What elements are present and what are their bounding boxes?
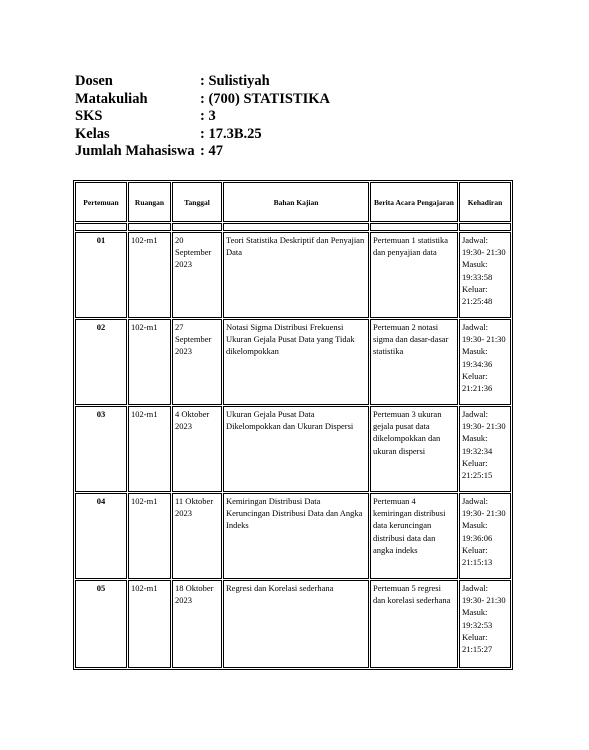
table-row bbox=[75, 493, 511, 579]
dosen-label: Dosen bbox=[75, 73, 113, 89]
cell-tanggal: 18 Oktober 2023 bbox=[172, 580, 222, 668]
table-row bbox=[75, 232, 511, 318]
matakuliah-label: Matakuliah bbox=[75, 90, 148, 107]
cell-tanggal: 11 Oktober 2023 bbox=[172, 493, 222, 579]
cell-pertemuan: 01 bbox=[75, 232, 127, 318]
col-header-tanggal: Tanggal bbox=[172, 182, 222, 222]
sks-label: SKS bbox=[75, 108, 103, 124]
cell-pertemuan: 04 bbox=[75, 493, 127, 579]
kelas-label: Kelas bbox=[75, 125, 110, 142]
cell-bahan-kajian: Ukuran Gejala Pusat Data Dikelompokkan dan Ukuran Dispersi bbox=[223, 406, 369, 492]
cell-ruangan: 102-m1 bbox=[128, 232, 171, 318]
matakuliah-row bbox=[75, 91, 330, 109]
table-header-row bbox=[75, 182, 511, 222]
spacer-cell bbox=[370, 223, 458, 231]
cell-bahan-kajian: Kemiringan Distribusi Data Keruncingan Distribusi Data dan Angka Indeks bbox=[223, 493, 369, 579]
spacer-cell bbox=[75, 223, 127, 231]
col-header-bahan-kajian: Bahan Kajian bbox=[223, 182, 369, 222]
cell-ruangan: 102-m1 bbox=[128, 319, 171, 405]
jumlah-mahasiswa-value: : 47 bbox=[200, 143, 223, 159]
matakuliah-value: : (700) STATISTIKA bbox=[200, 90, 330, 107]
col-header-berita-acara: Berita Acara Pengajaran bbox=[370, 182, 458, 222]
dosen-value: : Sulistiyah bbox=[200, 73, 270, 89]
cell-berita-acara: Pertemuan 4 kemiringan distribusi data keruncingan distribusi data dan angka indeks bbox=[370, 493, 458, 579]
cell-kehadiran: Jadwal: 19:30- 21:30 Masuk: 19:34:36 Keluar: 21:21:36 bbox=[459, 319, 511, 405]
cell-berita-acara: Pertemuan 2 notasi sigma dan dasar-dasar statistika bbox=[370, 319, 458, 405]
cell-ruangan: 102-m1 bbox=[128, 406, 171, 492]
cell-bahan-kajian: Regresi dan Korelasi sederhana bbox=[223, 580, 369, 668]
cell-ruangan: 102-m1 bbox=[128, 493, 171, 579]
cell-ruangan: 102-m1 bbox=[128, 580, 171, 668]
jumlah-mahasiswa-row bbox=[75, 143, 330, 161]
jumlah-mahasiswa-label: Jumlah Mahasiswa bbox=[75, 143, 195, 159]
cell-kehadiran: Jadwal: 19:30- 21:30 Masuk: 19:32:53 Keluar: 21:15:27 bbox=[459, 580, 511, 668]
spacer-cell bbox=[128, 223, 171, 231]
cell-tanggal: 4 Oktober 2023 bbox=[172, 406, 222, 492]
table-row bbox=[75, 319, 511, 405]
cell-berita-acara: Pertemuan 1 statistika dan penyajian data bbox=[370, 232, 458, 318]
spacer-cell bbox=[223, 223, 369, 231]
col-header-kehadiran: Kehadiran bbox=[459, 182, 511, 222]
cell-pertemuan: 02 bbox=[75, 319, 127, 405]
attendance-table bbox=[73, 180, 513, 670]
cell-tanggal: 27 September 2023 bbox=[172, 319, 222, 405]
cell-tanggal: 20 September 2023 bbox=[172, 232, 222, 318]
cell-berita-acara: Pertemuan 5 regresi dan korelasi sederhana bbox=[370, 580, 458, 668]
col-header-pertemuan: Pertemuan bbox=[75, 182, 127, 222]
cell-kehadiran: Jadwal: 19:30- 21:30 Masuk: 19:32:34 Keluar: 21:25:15 bbox=[459, 406, 511, 492]
kelas-row bbox=[75, 126, 330, 144]
cell-bahan-kajian: Notasi Sigma Distribusi Frekuensi Ukuran Gejala Pusat Data yang Tidak dikelompokkan bbox=[223, 319, 369, 405]
spacer-cell bbox=[459, 223, 511, 231]
cell-kehadiran: Jadwal: 19:30- 21:30 Masuk: 19:36:06 Keluar: 21:15:13 bbox=[459, 493, 511, 579]
sks-row bbox=[75, 108, 330, 126]
spacer-cell bbox=[172, 223, 222, 231]
kelas-value: : 17.3B.25 bbox=[200, 125, 262, 142]
cell-berita-acara: Pertemuan 3 ukuran gejala pusat data dikelompokkan dan ukuran dispersi bbox=[370, 406, 458, 492]
course-info-header bbox=[75, 73, 330, 161]
col-header-ruangan: Ruangan bbox=[128, 182, 171, 222]
cell-pertemuan: 03 bbox=[75, 406, 127, 492]
sks-value: : 3 bbox=[200, 108, 216, 124]
dosen-row bbox=[75, 73, 330, 91]
cell-bahan-kajian: Teori Statistika Deskriptif dan Penyajian Data bbox=[223, 232, 369, 318]
table-row bbox=[75, 580, 511, 668]
cell-pertemuan: 05 bbox=[75, 580, 127, 668]
header-spacer-row bbox=[75, 223, 511, 231]
table-row bbox=[75, 406, 511, 492]
cell-kehadiran: Jadwal: 19:30- 21:30 Masuk: 19:33:58 Keluar: 21:25:48 bbox=[459, 232, 511, 318]
